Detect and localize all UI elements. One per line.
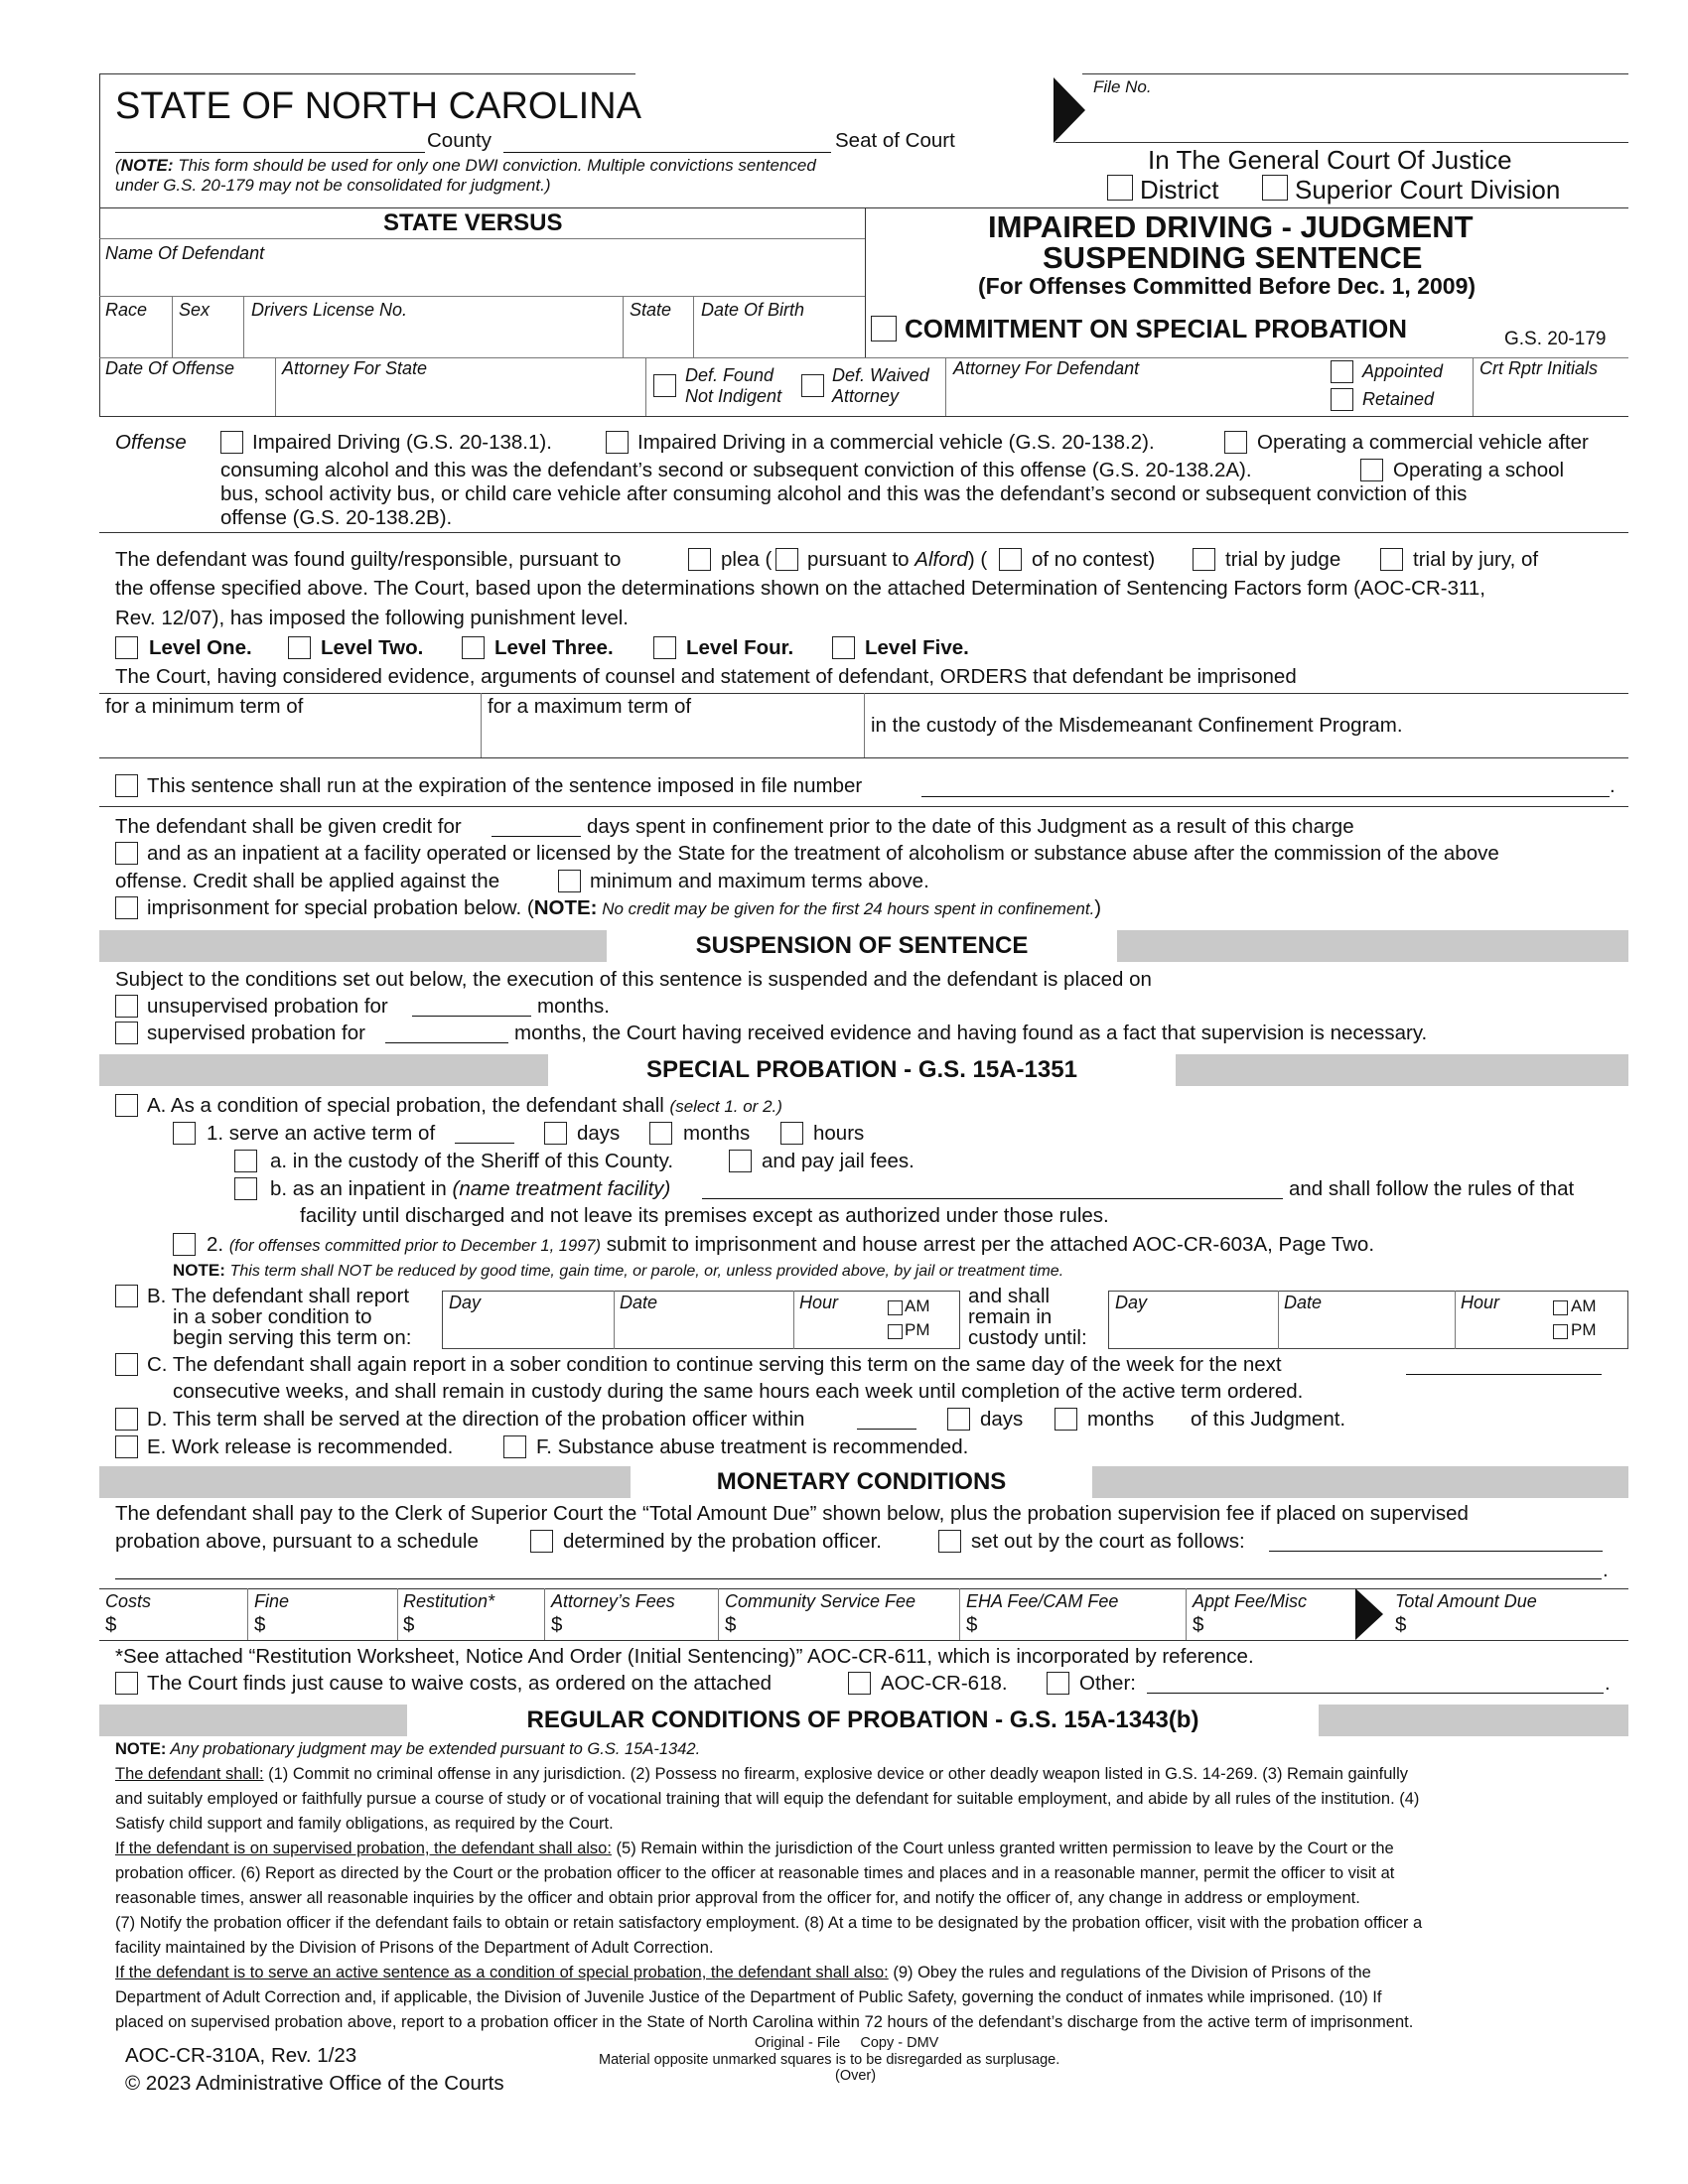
- credit-l1a: The defendant shall be given credit for: [115, 815, 462, 838]
- caption-mid: [865, 207, 866, 358]
- appt-dollar: $: [1193, 1613, 1204, 1636]
- dob-label: Date Of Birth: [701, 300, 805, 320]
- col-restitution: Restitution*: [403, 1591, 495, 1611]
- total-arrow-icon: [1355, 1588, 1383, 1640]
- dw-div: [945, 357, 946, 416]
- suspension-title: SUSPENSION OF SENTENCE: [607, 930, 1117, 962]
- other-line[interactable]: [1147, 1693, 1604, 1694]
- report-day: Day: [449, 1293, 482, 1312]
- special-c-checkbox[interactable]: [115, 1353, 138, 1376]
- expiration-checkbox[interactable]: [115, 774, 138, 797]
- special-d-end: of this Judgment.: [1191, 1408, 1346, 1431]
- retained-checkbox[interactable]: [1331, 388, 1353, 411]
- special-note-text: This term shall NOT be reduced by good time, gain time, or parole, or, unless provided above, by jail or treatment time.: [229, 1263, 1064, 1280]
- supervised-label: supervised probation for: [147, 1022, 365, 1044]
- special-d-months-checkbox[interactable]: [1055, 1408, 1077, 1431]
- col-eha: EHA Fee/CAM Fee: [966, 1591, 1119, 1611]
- credit-days-line[interactable]: [492, 836, 581, 837]
- file-number-line[interactable]: [921, 796, 1610, 797]
- atty-state-label: Attorney For State: [282, 358, 428, 378]
- report-date: Date: [620, 1293, 658, 1312]
- aoc618-checkbox[interactable]: [848, 1672, 871, 1695]
- remain-table: [1108, 1291, 1628, 1349]
- level-four-checkbox[interactable]: [653, 636, 676, 659]
- file-no-label: File No.: [1093, 77, 1152, 96]
- level-three-label: Level Three.: [494, 636, 614, 659]
- date-offense-label: Date Of Offense: [105, 358, 235, 378]
- special-d-months: months: [1087, 1408, 1155, 1431]
- plea-label: plea (: [721, 548, 773, 571]
- jail-fees-checkbox[interactable]: [729, 1150, 752, 1172]
- remain-am: AM: [1571, 1297, 1597, 1315]
- no-contest-label: of no contest): [1032, 548, 1156, 571]
- court-title: In The General Court Of Justice: [1148, 145, 1512, 175]
- credit-l4-text: imprisonment for special probation below. (: [147, 896, 534, 919]
- reg-p3: [115, 1961, 1371, 1985]
- schedule-setout: set out by the court as follows:: [971, 1530, 1245, 1553]
- special-note-bold: NOTE:: [173, 1261, 225, 1280]
- facility-line[interactable]: [702, 1198, 1283, 1199]
- reg-p2-t: (5) Remain within the jurisdiction of the Court unless granted written permission to leave by the Court or the: [611, 1840, 1394, 1857]
- fees-bottom: [99, 1640, 1628, 1641]
- race-div: [172, 296, 173, 358]
- note-text: This form should be used for only one DWI conviction. Multiple convictions sentenced: [173, 156, 816, 175]
- special-1b-2: facility until discharged and not leave its premises except as authorized under those rules.: [300, 1204, 1109, 1227]
- trial-judge-label: trial by judge: [1225, 548, 1341, 571]
- crt-rptr-label: Crt Rptr Initials: [1479, 358, 1599, 378]
- special-2-num: 2.: [207, 1233, 224, 1256]
- sv-rule: [99, 238, 865, 239]
- alford-checkbox[interactable]: [775, 548, 798, 571]
- level-five-label: Level Five.: [865, 636, 969, 659]
- report-pm-checkbox[interactable]: [888, 1324, 903, 1339]
- distribution: Original - File Copy - DMV: [755, 2035, 939, 2051]
- regular-note-bold: NOTE:: [115, 1740, 167, 1758]
- special-e: E. Work release is recommended.: [147, 1435, 454, 1458]
- top-border-right: [1082, 73, 1628, 74]
- reg-p1-u: The defendant shall:: [115, 1765, 264, 1783]
- schedule-line-1[interactable]: [1269, 1551, 1603, 1552]
- alford-label: [807, 548, 987, 572]
- special-days-checkbox[interactable]: [544, 1122, 567, 1145]
- guilty-l4: The Court, having considered evidence, arguments of counsel and statement of defendant, ORDERS that defendant be imprisoned: [115, 665, 1297, 688]
- county-label: County: [427, 129, 492, 152]
- level-one-label: Level One.: [149, 636, 252, 659]
- offense-l1b: Impaired Driving in a commercial vehicle (G.S. 20-138.2).: [637, 431, 1155, 454]
- regular-note-text: Any probationary judgment may be extended pursuant to G.S. 15A-1342.: [166, 1740, 701, 1758]
- remain-date: Date: [1284, 1293, 1323, 1312]
- reg-p1c: Satisfy child support and family obligations, as required by the Court.: [115, 1815, 614, 1833]
- copyright: © 2023 Administrative Office of the Courts: [125, 2072, 504, 2095]
- reg-p3-u: If the defendant is to serve an active sentence as a condition of special probation, the defendant shall also:: [115, 1964, 889, 1981]
- reg-p2: [115, 1837, 1394, 1861]
- guilty-l2: the offense specified above. The Court, based upon the determinations shown on the attached Determination of Sentencing Factors form (AOC-CR-311,: [115, 577, 1485, 600]
- special-d-days-checkbox[interactable]: [947, 1408, 970, 1431]
- costs-dollar: $: [105, 1613, 117, 1636]
- community-dollar: $: [725, 1613, 737, 1636]
- reg-p3b: Department of Adult Correction and, if applicable, the Division of Juvenile Justice of the Department of Public Safety, governing the conduct of inmates while imprisoned. (10) If: [115, 1988, 1382, 2006]
- ret-div: [1473, 357, 1474, 416]
- name-rule: [99, 296, 865, 297]
- no-contest-checkbox[interactable]: [999, 548, 1022, 571]
- fee-div-3: [544, 1588, 545, 1640]
- over: (Over): [835, 2068, 877, 2084]
- rt-div1: [614, 1291, 615, 1349]
- alford-post: ) (: [967, 548, 988, 571]
- monetary-l1: The defendant shall pay to the Clerk of Superior Court the “Total Amount Due” shown below, plus the probation supervision fee if placed on supervised: [115, 1502, 1469, 1525]
- header-note: (NOTE: This form should be used for only one DWI conviction. Multiple convictions sentenced: [115, 156, 816, 175]
- special-1b-text: b. as an inpatient in: [270, 1177, 453, 1200]
- rt-div2: [793, 1291, 794, 1349]
- seat-label: Seat of Court: [835, 129, 955, 152]
- left-border-top: [99, 73, 100, 207]
- jail-fees: and pay jail fees.: [762, 1150, 914, 1172]
- remain-pm-checkbox[interactable]: [1553, 1324, 1568, 1339]
- schedule-line-2[interactable]: [115, 1578, 1602, 1579]
- waive-costs: The Court finds just cause to waive costs, as ordered on the attached: [147, 1672, 773, 1695]
- remain-am-checkbox[interactable]: [1553, 1300, 1568, 1315]
- credit-l3: offense. Credit shall be applied against the: [115, 870, 500, 892]
- fine-dollar: $: [254, 1613, 266, 1636]
- seat-line[interactable]: [503, 152, 831, 153]
- reg-p1: [115, 1762, 1408, 1787]
- def-found-label: Def. Found: [685, 365, 774, 385]
- atty-def-label: Attorney For Defendant: [953, 358, 1140, 378]
- col-fine: Fine: [254, 1591, 290, 1611]
- special-c-1: C. The defendant shall again report in a sober condition to continue serving this term on the same day of the week for the next: [147, 1353, 1282, 1376]
- special-d: D. This term shall be served at the direction of the probation officer within: [147, 1408, 805, 1431]
- special-1b-italic: (name treatment facility): [452, 1177, 671, 1200]
- form-number: AOC-CR-310A, Rev. 1/23: [125, 2044, 357, 2067]
- report-table: [442, 1291, 960, 1349]
- remain-3: custody until:: [968, 1326, 1087, 1349]
- trial-jury-label: trial by jury, of: [1413, 548, 1539, 571]
- offense-impaired-checkbox[interactable]: [220, 431, 243, 454]
- special-b-checkbox[interactable]: [115, 1285, 138, 1307]
- guilty-l1: The defendant was found guilty/responsible, pursuant to: [115, 548, 622, 571]
- report-am-checkbox[interactable]: [888, 1300, 903, 1315]
- superior-label: Superior Court Division: [1295, 175, 1561, 205]
- dl-div: [623, 296, 624, 358]
- special-2: [207, 1233, 1374, 1257]
- rm-div2: [1455, 1291, 1456, 1349]
- unsupervised-line[interactable]: [412, 1016, 531, 1017]
- remain-hour: Hour: [1461, 1293, 1500, 1312]
- report-am: AM: [905, 1297, 930, 1315]
- restitution-dollar: $: [403, 1613, 415, 1636]
- special-1b-end: and shall follow the rules of that: [1289, 1177, 1575, 1200]
- offense-commercial-checkbox[interactable]: [606, 431, 629, 454]
- sex-div: [243, 296, 244, 358]
- file-no-line[interactable]: [1055, 142, 1628, 143]
- other-checkbox[interactable]: [1047, 1672, 1069, 1695]
- special-1: 1. serve an active term of: [207, 1122, 436, 1145]
- offense-l2b: Operating a school: [1393, 459, 1565, 481]
- special-hours: hours: [813, 1122, 865, 1145]
- reg-p3c: placed on supervised probation above, report to a probation officer in the State of North Carolina within 72 hours of the defendant’s discharge from the active term of imprisonment.: [115, 2013, 1414, 2031]
- custody-label: in the custody of the Misdemeanant Confinement Program.: [871, 714, 1403, 737]
- report-hour: Hour: [799, 1293, 839, 1312]
- state-div: [693, 296, 694, 358]
- waive-costs-checkbox[interactable]: [115, 1672, 138, 1695]
- reg-p2e: facility maintained by the Division of Prisons of the Department of Adult Correction.: [115, 1939, 714, 1957]
- monetary-title: MONETARY CONDITIONS: [631, 1466, 1092, 1498]
- credit-close: ): [1094, 896, 1102, 919]
- aoc618: AOC-CR-618.: [881, 1672, 1008, 1695]
- credit-inpatient-checkbox[interactable]: [115, 842, 138, 865]
- alford-pre: pursuant to: [807, 548, 915, 571]
- remain-day: Day: [1115, 1293, 1148, 1312]
- reg-p2d: (7) Notify the probation officer if the defendant fails to obtain or retain satisfactory employment. (8) At a time to be designated by the probation officer, visit with the probation officer a: [115, 1914, 1423, 1932]
- special-b-3: begin serving this term on:: [173, 1326, 412, 1349]
- col-total: Total Amount Due: [1395, 1591, 1537, 1611]
- schedule-determined-checkbox[interactable]: [530, 1530, 553, 1553]
- header-note-2: under G.S. 20-179 may not be consolidated for judgment.): [115, 176, 551, 195]
- col-appt: Appt Fee/Misc: [1193, 1591, 1308, 1611]
- credit-note-bold: NOTE:: [533, 896, 598, 919]
- note-bold: NOTE:: [120, 156, 174, 175]
- special-months: months: [683, 1122, 751, 1145]
- offense-operating-checkbox[interactable]: [1224, 431, 1247, 454]
- remain-pm: PM: [1571, 1320, 1597, 1339]
- offense-l3: bus, school activity bus, or child care vehicle after consuming alcohol and this was the defendant’s second or subsequent conviction of this: [220, 482, 1468, 505]
- schedule-determined: determined by the probation officer.: [563, 1530, 882, 1553]
- remain-2: remain in: [968, 1305, 1053, 1328]
- commitment-label: COMMITMENT ON SPECIAL PROBATION: [905, 314, 1408, 343]
- offense-l1a: Impaired Driving (G.S. 20-138.1).: [252, 431, 552, 454]
- do-div: [275, 357, 276, 416]
- offense-l1c: Operating a commercial vehicle after: [1257, 431, 1589, 454]
- special-a-text: A. As a condition of special probation, the defendant shall: [147, 1094, 664, 1117]
- fee-div-5: [959, 1588, 960, 1640]
- fee-div-2: [397, 1588, 398, 1640]
- not-indigent-label: Not Indigent: [685, 386, 782, 406]
- within-line[interactable]: [857, 1429, 916, 1430]
- sex-label: Sex: [179, 300, 211, 320]
- expiration-text: This sentence shall run at the expiration of the sentence imposed in file number: [147, 774, 863, 797]
- special-e-checkbox[interactable]: [115, 1435, 138, 1458]
- surplusage: Material opposite unmarked squares is to be disregarded as surplusage.: [599, 2052, 1060, 2068]
- rm-div1: [1278, 1291, 1279, 1349]
- trial-judge-checkbox[interactable]: [1193, 548, 1215, 571]
- special-b-1: B. The defendant shall report: [147, 1285, 410, 1307]
- special-title: SPECIAL PROBATION - G.S. 15A-1351: [548, 1054, 1176, 1086]
- col-costs: Costs: [105, 1591, 152, 1611]
- superior-checkbox[interactable]: [1262, 175, 1288, 201]
- county-line[interactable]: [115, 152, 425, 153]
- fees-top: [99, 1588, 1628, 1589]
- arrow-icon: [1054, 77, 1085, 143]
- fee-div-1: [247, 1588, 248, 1640]
- unsupervised-checkbox[interactable]: [115, 995, 138, 1018]
- weeks-line[interactable]: [1406, 1374, 1602, 1375]
- restitution-note: *See attached “Restitution Worksheet, Notice And Order (Initial Sentencing)” AOC-CR-611, which is incorporated by reference.: [115, 1645, 1254, 1668]
- reg-p2c: reasonable times, answer all reasonable inquiries by the officer and obtain prior approval from the officer for, and notify the officer of, any change in address or employment.: [115, 1889, 1360, 1907]
- as-div: [645, 357, 646, 416]
- district-checkbox[interactable]: [1107, 175, 1133, 201]
- unsupervised-label: unsupervised probation for: [147, 995, 388, 1018]
- special-d-checkbox[interactable]: [115, 1408, 138, 1431]
- special-2-checkbox[interactable]: [173, 1233, 196, 1256]
- district-label: District: [1140, 175, 1219, 205]
- special-a: [147, 1094, 782, 1118]
- other-label: Other:: [1079, 1672, 1136, 1695]
- caption-top: [99, 207, 1628, 208]
- reg-p2-u: If the defendant is on supervised probation, the defendant shall also:: [115, 1840, 612, 1857]
- alford-name: Alford: [914, 548, 968, 571]
- unsupervised-months: months.: [537, 995, 610, 1018]
- reg-p1-t: (1) Commit no criminal offense in any jurisdiction. (2) Possess no firearm, explosive device or other deadly weapon listed in G.S. 14-269. (3) Remain gainfully: [263, 1765, 1409, 1783]
- credit-l4: [147, 896, 1101, 920]
- remain-1: and shall: [968, 1285, 1051, 1307]
- offense-l4: offense (G.S. 20-138.2B).: [220, 506, 453, 529]
- supervised-checkbox[interactable]: [115, 1022, 138, 1044]
- level-five-checkbox[interactable]: [832, 636, 855, 659]
- def-found-checkbox[interactable]: [653, 374, 676, 397]
- term-bottom: [99, 757, 1628, 758]
- level-one-checkbox[interactable]: [115, 636, 138, 659]
- regular-note: [115, 1737, 700, 1762]
- special-2-rest: submit to imprisonment and house arrest per the attached AOC-CR-603A, Page Two.: [606, 1233, 1375, 1256]
- special-f-checkbox[interactable]: [503, 1435, 526, 1458]
- name-label: Name Of Defendant: [105, 243, 265, 263]
- caption-bottom: [99, 416, 1628, 417]
- special-days: days: [577, 1122, 621, 1145]
- guilty-l3: Rev. 12/07), has imposed the following punishment level.: [115, 607, 629, 629]
- active-term-line[interactable]: [455, 1143, 514, 1144]
- special-1b: [270, 1177, 670, 1201]
- offense-school-checkbox[interactable]: [1360, 459, 1383, 481]
- special-note: [173, 1261, 1063, 1281]
- supervised-rest: months, the Court having received evidence and having found as a fact that supervision is necessary.: [514, 1022, 1428, 1044]
- schedule-setout-checkbox[interactable]: [938, 1530, 961, 1553]
- reg-p1b: and suitably employed or faithfully pursue a course of study or of vocational training that will equip the defendant for suitable employment, and abide by all rules of the institution. (4): [115, 1790, 1420, 1808]
- credit-l2: and as an inpatient at a facility operated or licensed by the State for the treatment of alcoholism or substance abuse after the commission of the above: [147, 842, 1499, 865]
- special-1a: a. in the custody of the Sheriff of this County.: [270, 1150, 674, 1172]
- reg-p2b: probation officer. (6) Report as directed by the Court or the probation officer to the officer at reasonable times and places and in a reasonable manner, permit the officer to visit at: [115, 1864, 1395, 1882]
- expiration-dot: .: [1610, 774, 1616, 797]
- suspension-l1: Subject to the conditions set out below, the execution of this sentence is suspended and the defendant is placed on: [115, 968, 1152, 991]
- monetary-l2: probation above, pursuant to a schedule: [115, 1530, 479, 1553]
- special-1b-checkbox[interactable]: [234, 1177, 257, 1200]
- special-2-italic: (for offenses committed prior to December 1, 1997): [228, 1237, 601, 1255]
- regular-title: REGULAR CONDITIONS OF PROBATION - G.S. 15A-1343(b): [407, 1705, 1319, 1736]
- commitment-checkbox[interactable]: [871, 316, 897, 341]
- title-2: SUSPENDING SENTENCE: [1043, 240, 1423, 275]
- supervised-line[interactable]: [385, 1042, 508, 1043]
- state-title: STATE OF NORTH CAROLINA: [115, 85, 641, 127]
- trial-jury-checkbox[interactable]: [1380, 548, 1403, 571]
- attorney-fees-dollar: $: [551, 1613, 563, 1636]
- state-label: State: [630, 300, 672, 320]
- top-border: [99, 73, 635, 74]
- offense-label: Offense: [115, 431, 187, 454]
- retained-label: Retained: [1362, 389, 1435, 409]
- offense-rule: [99, 532, 1628, 533]
- max-term-label: for a maximum term of: [488, 695, 692, 718]
- level-two-checkbox[interactable]: [288, 636, 311, 659]
- expiration-rule: [99, 806, 1628, 807]
- credit-minmax-checkbox[interactable]: [558, 870, 581, 892]
- special-a-checkbox[interactable]: [115, 1094, 138, 1117]
- min-term-label: for a minimum term of: [105, 695, 304, 718]
- dl-label: Drivers License No.: [251, 300, 408, 320]
- eha-dollar: $: [966, 1613, 978, 1636]
- report-pm: PM: [905, 1320, 930, 1339]
- fee-div-4: [718, 1588, 719, 1640]
- other-dot: .: [1605, 1672, 1611, 1695]
- title-1: IMPAIRED DRIVING - JUDGMENT: [988, 209, 1474, 244]
- credit-l1b: days spent in confinement prior to the date of this Judgment as a result of this charge: [587, 815, 1354, 838]
- fee-div-6: [1186, 1588, 1187, 1640]
- special-1a-checkbox[interactable]: [234, 1150, 257, 1172]
- def-waived-label: Def. Waived: [832, 365, 929, 385]
- level-four-label: Level Four.: [686, 636, 794, 659]
- total-dollar: $: [1395, 1613, 1407, 1636]
- appointed-label: Appointed: [1362, 361, 1444, 381]
- level-two-label: Level Two.: [321, 636, 424, 659]
- title-3: (For Offenses Committed Before Dec. 1, 2009): [978, 273, 1477, 299]
- min-div: [481, 693, 482, 757]
- gs-label: G.S. 20-179: [1504, 329, 1607, 349]
- def-waived-checkbox[interactable]: [801, 374, 824, 397]
- special-b-2: in a sober condition to: [173, 1305, 372, 1328]
- special-f: F. Substance abuse treatment is recommended.: [536, 1435, 969, 1458]
- col-attorney-fees: Attorney’s Fees: [551, 1591, 675, 1611]
- special-a-select: (select 1. or 2.): [669, 1097, 782, 1116]
- state-versus: STATE VERSUS: [383, 209, 563, 236]
- col-community: Community Service Fee: [725, 1591, 916, 1611]
- appointed-checkbox[interactable]: [1331, 360, 1353, 383]
- special-1-checkbox[interactable]: [173, 1122, 196, 1145]
- special-c-2: consecutive weeks, and shall remain in custody during the same hours each week until completion of the active term ordered.: [173, 1380, 1304, 1403]
- special-hours-checkbox[interactable]: [780, 1122, 803, 1145]
- offense-l2: consuming alcohol and this was the defendant’s second or subsequent conviction of this offense (G.S. 20-138.2A).: [220, 459, 1252, 481]
- credit-l3b: minimum and maximum terms above.: [590, 870, 929, 892]
- special-d-days: days: [980, 1408, 1024, 1431]
- attorney-label: Attorney: [832, 386, 900, 406]
- race-label: Race: [105, 300, 148, 320]
- credit-note: No credit may be given for the first 24 hours spent in confinement.: [597, 899, 1095, 918]
- credit-special-checkbox[interactable]: [115, 896, 138, 919]
- max-div: [864, 693, 865, 757]
- plea-checkbox[interactable]: [688, 548, 711, 571]
- schedule-dot: .: [1603, 1559, 1609, 1581]
- level-three-checkbox[interactable]: [462, 636, 485, 659]
- reg-p3-t: (9) Obey the rules and regulations of the Division of Prisons of the: [888, 1964, 1371, 1981]
- special-months-checkbox[interactable]: [649, 1122, 672, 1145]
